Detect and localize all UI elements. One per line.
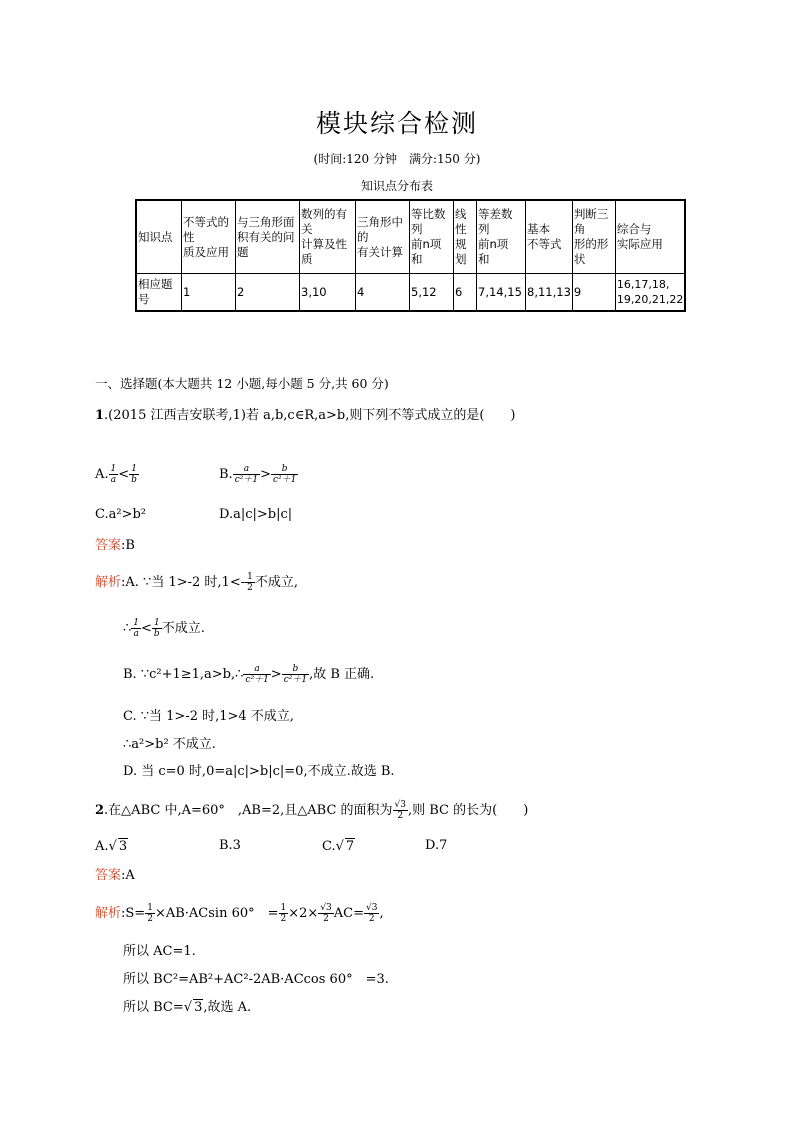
analysis-text: 不成立, (254, 575, 298, 590)
q2-analysis-line-4: 所以 BC=√ 3,故选 A. (123, 1000, 252, 1015)
q1-answer (95, 534, 135, 553)
fraction: $\frac{a}{\text{c²＋1}}$ (234, 464, 259, 485)
option-prefix: B. (219, 467, 233, 482)
q1-option-a: A. $\frac{1}{a}$ < $\frac{1}{b}$ (95, 464, 137, 485)
page-title: 模块综合检测 (315, 109, 478, 138)
fraction: $\frac{b}{\text{c²＋1}}$ (272, 464, 297, 485)
analysis-text: :S= (121, 906, 146, 921)
analysis-text: ,故选 A. (203, 1000, 252, 1015)
answer-value: :A (121, 868, 135, 883)
section-heading: 一、选择题(本大题共 12 小题,每小题 5 分,共 60 分) (95, 376, 389, 391)
table-cell: 6 (454, 274, 477, 312)
table-header-cell: 综合与 实际应用 (615, 200, 685, 274)
q1-option-c: C.a²>b² (95, 507, 147, 522)
table-cell: 5,12 (410, 274, 454, 312)
analysis-text: AC= (333, 906, 365, 921)
table-header-cell: 与三角形面 积有关的问 题 (236, 200, 300, 274)
table-cell: 7,14,15 (477, 274, 526, 312)
fraction: $\frac{1}{2}$ (247, 572, 253, 593)
table-cell: 2 (236, 274, 300, 312)
q2-answer (95, 864, 135, 883)
analysis-text: :A. ∵当 1>-2 时,1<- (121, 575, 246, 590)
table-header-cell: 三角形中的 有关计算 (356, 200, 410, 274)
table-cell: 8,11,13 (526, 274, 573, 312)
fraction: $\frac{1}{2}$ (147, 903, 153, 924)
q1-analysis-line-5: ∴a²>b² 不成立. (123, 737, 216, 752)
q1-option-b: B. $\frac{a}{\text{c²＋1}}$ > $\frac{b}{\text{c²＋1}}$ (219, 464, 297, 485)
table-cell: 9 (572, 274, 615, 312)
table-cell: 3,10 (300, 274, 356, 312)
table-cell: 16,17,18, 19,20,21,22 (615, 274, 685, 312)
q2-option-c: C.√ 7 (322, 839, 355, 854)
q1-analysis-line-6: D. 当 c=0 时,0=a|c|>b|c|=0,不成立.故选 B. (123, 764, 395, 779)
analysis-text: ×AB·ACsin 60° = (154, 906, 279, 921)
table-header-cell: 不等式的性 质及应用 (182, 200, 236, 274)
answer-label: 答案 (95, 538, 122, 553)
fraction: $\frac{1}{b}$ (153, 618, 160, 639)
fraction: $\frac{b}{\text{c²＋1}}$ (283, 664, 308, 685)
table-header-cell: 等比数列 前n项 和 (410, 200, 454, 274)
q1-analysis-line-4: C. ∵当 1>-2 时,1>4 不成立, (123, 709, 294, 724)
analysis-text: ∴ (123, 621, 132, 636)
q2-analysis-line-2: 所以 AC=1. (123, 944, 196, 959)
q1-analysis-line-2: ∴ $\frac{1}{a}$ < $\frac{1}{b}$ 不成立. (123, 618, 205, 639)
analysis-text: ,故 B 正确. (309, 667, 375, 682)
table-header-cell: 知识点 (136, 200, 182, 274)
fraction: $\frac{1}{b}$ (131, 464, 137, 485)
table-cell: 4 (356, 274, 410, 312)
table-row (136, 200, 685, 274)
analysis-label: 解析 (95, 575, 122, 590)
q2-option-d: D.7 (425, 838, 448, 853)
analysis-text: , (379, 906, 384, 921)
fraction: $\frac{1}{a}$ (110, 464, 117, 485)
table-header-cell: 等差数 列 前n项 和 (477, 200, 526, 274)
q2-option-a: A.√ 3 (95, 839, 128, 854)
question-number: 2 (95, 803, 105, 818)
option-prefix: C. (322, 839, 336, 854)
fraction: $\frac{√3}{2}$ (366, 903, 378, 924)
q1-analysis-line-1 (95, 571, 298, 593)
analysis-text: B. ∵c²+1≥1,a>b,∴ (123, 667, 244, 682)
table-caption: 知识点分布表 (360, 179, 433, 193)
knowledge-table (135, 199, 686, 312)
fraction: $\frac{1}{2}$ (280, 903, 287, 924)
question-text: ,则 BC 的长为( ) (408, 803, 529, 818)
table-header-cell: 判断三 角 形的形 状 (572, 200, 615, 274)
table-row-label: 相应题 号 (136, 274, 182, 312)
table-row (136, 274, 685, 312)
q2-analysis-line-1 (95, 902, 384, 924)
table-cell: 1 (182, 274, 236, 312)
analysis-text: 所以 BC= (123, 1000, 184, 1015)
fraction: $\frac{√3}{2}$ (394, 800, 406, 821)
question-number: 1 (95, 408, 105, 423)
q1-analysis-line-3: B. ∵c²+1≥1,a>b,∴ $\frac{a}{\text{c²＋1}}$ > $\frac{b}{\text{c²＋1}}$ ,故 B 正确. (123, 664, 375, 685)
answer-label: 答案 (95, 868, 122, 883)
q2-option-b: B.3 (219, 838, 241, 853)
analysis-text: 不成立. (161, 621, 205, 636)
fraction: $\frac{a}{\text{c²＋1}}$ (245, 664, 269, 685)
q1-option-d: D.a|c|>b|c| (219, 507, 293, 522)
page-subtitle: (时间:120 分钟 满分:150 分) (313, 152, 481, 166)
table-header-cell: 基本 不等式 (526, 200, 573, 274)
analysis-label: 解析 (95, 906, 122, 921)
option-prefix: A. (95, 467, 109, 482)
question-1-stem (95, 404, 515, 423)
question-2-stem (95, 799, 528, 821)
analysis-text: ×2× (288, 906, 319, 921)
answer-value: :B (121, 538, 135, 553)
q2-analysis-line-3: 所以 BC²=AB²+AC²-2AB·ACcos 60° =3. (123, 972, 389, 987)
question-text: .在△ABC 中,A=60° ,AB=2,且△ABC 的面积为 (104, 803, 393, 818)
question-text: .(2015 江西吉安联考,1)若 a,b,c∈R,a>b,则下列不等式成立的是( ) (104, 408, 516, 423)
table-header-cell: 线 性 规 划 (454, 200, 477, 274)
fraction: $\frac{√3}{2}$ (320, 903, 332, 924)
option-prefix: A. (95, 839, 109, 854)
fraction: $\frac{1}{a}$ (133, 618, 140, 639)
table-header-cell: 数列的有关 计算及性 质 (300, 200, 356, 274)
